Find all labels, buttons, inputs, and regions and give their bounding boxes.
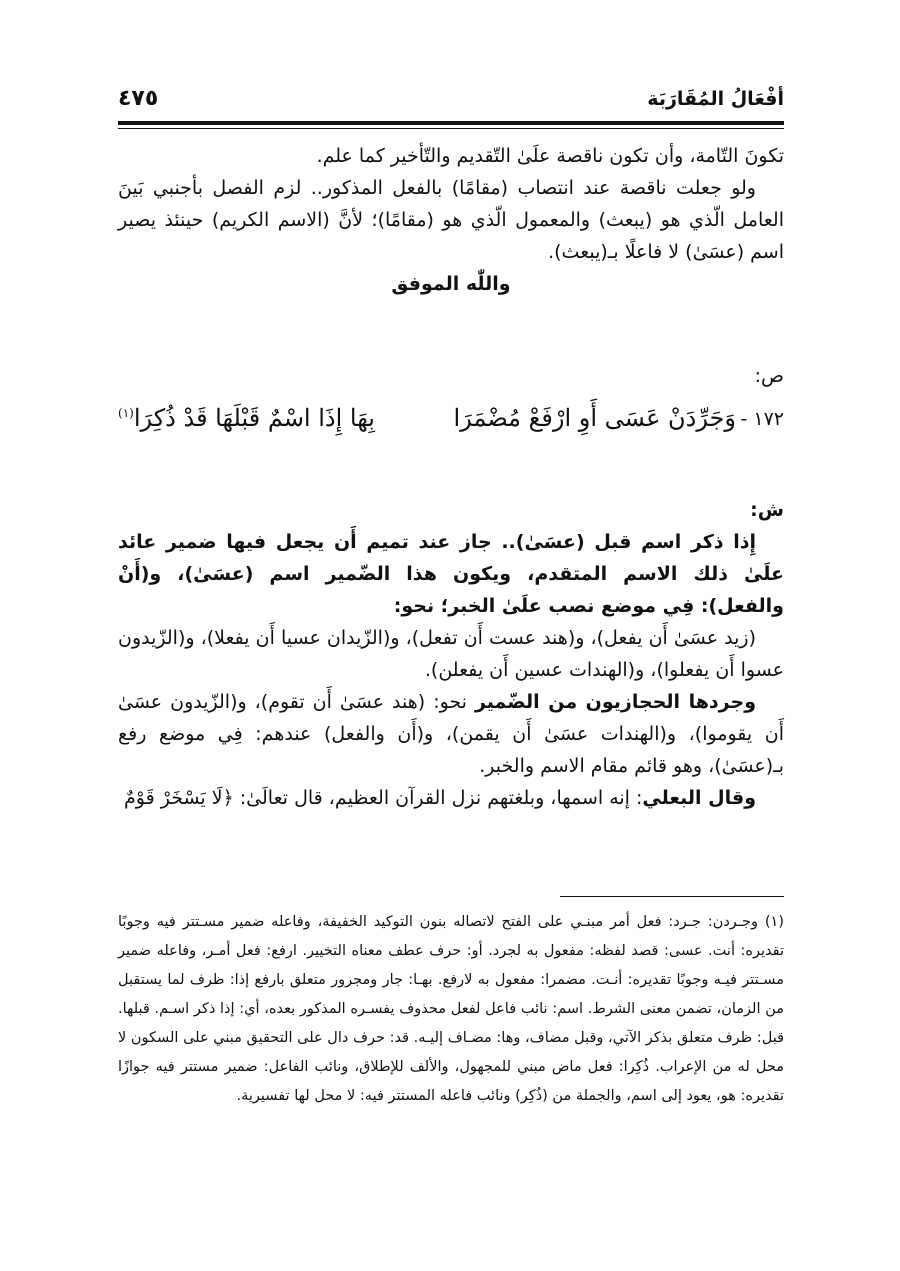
commentary-section xyxy=(118,494,784,814)
closing-phrase: واللّٰه الموفق xyxy=(391,273,511,295)
commentary-label: ش: xyxy=(750,499,784,521)
bold-lead: وقال البعلي xyxy=(642,787,756,809)
top-text xyxy=(118,140,784,300)
paragraph: إِذا ذكر اسم قبل (عسَىٰ).. جاز عند تميم أَن يجعل فيها ضمير عائد علَىٰ ذلك الاسم المتقدم، ويكون هذا الضّمير اسم (عسَىٰ)، و(أَنْ والفعل): فِي موضع نصب علَىٰ الخبر؛ نحو: xyxy=(118,531,784,617)
poetry-verse xyxy=(118,404,784,444)
paragraph: ولو جعلت ناقصة عند انتصاب (مقامًا) بالفعل المذكور.. لزم الفصل بأجنبي بَينَ العامل الّذي هو (يبعث) والمعمول الّذي هو (مقامًا)؛ لأنَّ (الاسم الكريم) حينئذ يصير اسم (عسَىٰ) لا فاعلًا بـ(يبعث). xyxy=(118,177,784,263)
paragraph xyxy=(118,686,784,782)
bold-lead: وجردها الحجازيون من الضّمير xyxy=(474,691,756,713)
paragraph-text: : إنه اسمها، وبلغتهم نزل القرآن العظيم، قال تعالَىٰ: ﴿لَا يَسْخَرْ قَوْمٌ xyxy=(124,787,643,809)
page-number: ٤٧٥ xyxy=(118,86,159,111)
verse-hemistich-text: بِهَا إِذَا اسْمٌ قَبْلَهَا قَدْ ذُكِرَا xyxy=(133,404,375,432)
chapter-title: أفْعَالُ المُقَارَبَة xyxy=(647,88,784,110)
verse-label: ص: xyxy=(754,365,784,387)
footnote-separator xyxy=(560,896,784,897)
paragraph-text: نحو: (هند عسَىٰ أَن تقوم)، و(الزّيدون عسَىٰ أَن يقوموا)، و(الهندات عسَىٰ أَن يقمن)، و(أَن والفعل) عندهم: فِي موضع رفع بـ(عسَىٰ)، وهو قائم مقام الاسم والخبر. xyxy=(118,691,784,777)
paragraph: (زيد عسَىٰ أَن يفعل)، و(هند عست أَن تفعل)، و(الزّيدان عسيا أَن يفعلا)، و(الزّيدون عسوا أَن يفعلوا)، و(الهندات عسين أَن يفعلن). xyxy=(118,627,784,681)
footnote-reference[interactable]: (١) xyxy=(118,406,134,420)
verse-first-hemistich: وَجَرِّدَنْ عَسَى أَوِ ارْفَعْ مُضْمَرَا xyxy=(453,404,736,432)
paragraph xyxy=(118,782,784,814)
paragraph: تكونَ التّامة، وأن تكون ناقصة علَىٰ التّقديم والتّأخير كما علم. xyxy=(316,145,784,167)
verse-number: ١٧٢ - xyxy=(740,408,784,430)
footnote xyxy=(118,908,784,1111)
running-header xyxy=(118,86,784,116)
verse-second-hemistich xyxy=(118,404,375,432)
header-rule-thin xyxy=(118,128,784,129)
footnote-text: (١) وجـردن: جـرد: فعل أمر مبنـي على الفتح لاتصاله بنون التوكيد الخفيفة، وفاعله ضمير مسـتتر فيه وجوبًا تقديره: أنت. عسى: قصد لفظه: مفعول به لجرد. أو: حرف عطف معناه التخيير. ارفع: فعل أمـر، وفاعله ضمير مسـتتر فيـه وجوبًا تقديره: أنـت. مضمرا: مفعول به لارفع. بهـا: جار ومجرور متعلق بارفع إذا: ظرف لما يستقبل من الزمان، تضمن معنى الشرط. اسم: نائب فاعل لفعل محذوف يفسـره المذكور بعده، أي: إذا ذكر اسـم. قبلها. قبل: ظرف متعلق بذكر الآتي، وقبل مضاف، وها: مضـاف إليـه. قد: حرف دال على التحقيق مبني على السكون لا محل له من الإعراب. ذُكِرا: فعل ماض مبني للمجهول، والألف للإطلاق، ونائب الفاعل: ضمير مستتر فيه جوازًا تقديره: هو، يعود إلى اسم، والجملة من (ذُكِر) ونائب فاعله المستتر فيه: لا محل لها تفسيرية. xyxy=(118,914,784,1104)
verse-label-line xyxy=(118,360,784,392)
header-rule-thick xyxy=(118,121,784,125)
